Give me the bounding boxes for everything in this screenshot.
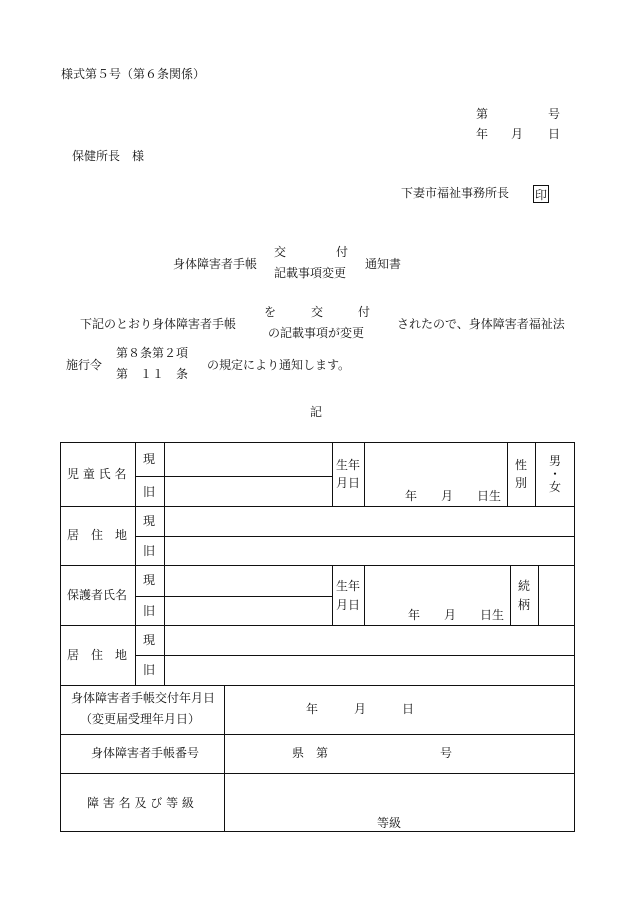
guardian-birth-label-line1: 生年: [336, 579, 361, 593]
child-name-old-label: 旧: [143, 485, 156, 499]
ki-heading: 記: [310, 405, 323, 419]
title-option-issue-a: 交: [274, 245, 287, 259]
document-number-prefix: 第: [476, 107, 489, 121]
book-number-suffix: 号: [440, 746, 453, 760]
issue-date-value: 年 月 日: [306, 702, 415, 716]
column-divider: [135, 442, 136, 685]
guardian-name-current-field[interactable]: [165, 566, 331, 595]
seal-mark: 印: [533, 185, 549, 203]
column-divider: [332, 442, 333, 506]
column-divider: [332, 565, 333, 625]
child-residence-current-label: 現: [143, 514, 156, 528]
guardian-name-old-field[interactable]: [165, 597, 331, 624]
guardian-residence-current-field[interactable]: [165, 626, 574, 654]
child-residence-old-label: 旧: [143, 544, 156, 558]
body-line1-option-change: の記載事項が変更: [268, 326, 365, 340]
gender-label-line1: 性: [515, 458, 528, 472]
guardian-residence-old-field[interactable]: [165, 656, 574, 684]
book-number-prefecture: 県 第: [292, 746, 329, 760]
date-day: 日: [548, 127, 561, 141]
disability-label: 障 害 名 及 び 等 級: [87, 796, 194, 810]
guardian-name-current-label: 現: [143, 573, 156, 587]
body-line2-option-b: 第 １１ 条: [116, 367, 189, 381]
guardian-name-old-label: 旧: [143, 604, 156, 618]
child-birth-date-value: 年 月 日生: [405, 489, 502, 503]
body-line2-suffix: の規定により通知します。: [207, 358, 351, 372]
relation-field[interactable]: [539, 566, 574, 624]
title-option-issue-b: 付: [336, 245, 349, 259]
body-line2-prefix: 施行令: [66, 358, 103, 372]
child-residence-old-field[interactable]: [165, 537, 574, 564]
issue-date-field[interactable]: [225, 686, 574, 733]
column-divider: [535, 442, 536, 506]
child-name-current-field[interactable]: [165, 443, 331, 475]
guardian-name-label: 保護者氏名: [67, 588, 128, 602]
body-line1-prefix: 下記のとおり身体障害者手帳: [80, 317, 237, 331]
body-line1-option-c: 付: [358, 305, 371, 319]
title-prefix: 身体障害者手帳: [173, 257, 258, 271]
title-suffix: 通知書: [365, 257, 402, 271]
gender-separator: ・: [549, 467, 562, 481]
guardian-residence-current-label: 現: [143, 633, 156, 647]
child-name-old-field[interactable]: [165, 477, 331, 505]
book-number-label: 身体障害者手帳番号: [91, 746, 200, 760]
body-line1-suffix: されたので、身体障害者福祉法: [397, 317, 565, 331]
guardian-residence-label: 居 住 地: [67, 648, 128, 662]
body-line1-option-b: 交: [311, 305, 324, 319]
child-name-label: 児 童 氏 名: [67, 467, 127, 481]
form-number: 様式第５号（第６条関係）: [61, 67, 206, 81]
child-birth-label-line1: 生年: [336, 458, 361, 472]
relation-label-line1: 続: [518, 579, 531, 593]
addressee: 保健所長 様: [72, 149, 145, 163]
guardian-birth-date-field[interactable]: [365, 566, 509, 624]
guardian-residence-old-label: 旧: [143, 663, 156, 677]
column-divider: [507, 442, 508, 506]
child-birth-label-line2: 月日: [336, 476, 361, 490]
disability-grade-label: 等級: [377, 816, 402, 830]
disability-grade-field[interactable]: [225, 774, 574, 831]
date-year: 年: [476, 127, 489, 141]
relation-label-line2: 柄: [518, 598, 531, 612]
child-residence-current-field[interactable]: [165, 507, 574, 535]
body-line1-option-a: を: [264, 305, 277, 319]
child-birth-date-field[interactable]: [365, 443, 506, 505]
issue-date-label-line1: 身体障害者手帳交付年月日: [71, 691, 216, 705]
sender-name: 下妻市福祉事務所長: [401, 186, 510, 200]
issue-date-label-line2: （変更届受理年月日）: [80, 712, 201, 726]
book-number-field[interactable]: [225, 735, 574, 772]
guardian-birth-label-line2: 月日: [336, 598, 361, 612]
child-residence-label: 居 住 地: [67, 528, 128, 542]
guardian-birth-date-value: 年 月 日生: [408, 608, 505, 622]
gender-label-line2: 別: [515, 476, 528, 490]
body-line2-option-a: 第８条第２項: [116, 346, 189, 360]
title-option-change: 記載事項変更: [274, 266, 347, 280]
gender-option-male[interactable]: 男: [549, 454, 562, 468]
document-number-suffix: 号: [548, 107, 561, 121]
gender-option-female[interactable]: 女: [549, 480, 562, 494]
date-month: 月: [511, 127, 524, 141]
column-divider: [510, 565, 511, 625]
child-name-current-label: 現: [143, 452, 156, 466]
